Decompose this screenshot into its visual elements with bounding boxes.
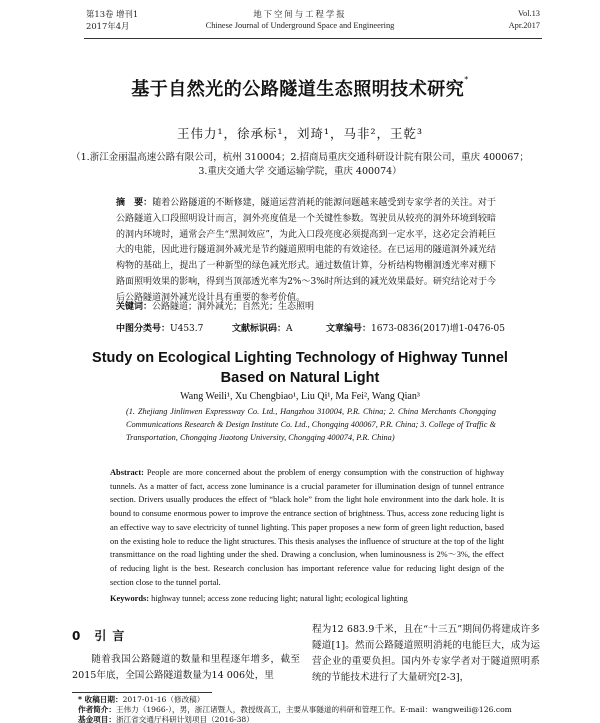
footnote-author	[78, 705, 512, 715]
keywords-cn-text: 公路隧道；洞外减光；自然光；生态照明	[152, 302, 315, 312]
document-code-label: 文献标识码：	[232, 324, 287, 334]
affiliations-en: (1. Zhejiang Jinlinwen Expressway Co. Ltd., Hangzhou 310004, P.R. China; 2. China Merchants Chongqing Communications Research & Design Institute Co. Ltd., Chongqing 400067, P.R. China; 3. College of Traffic & Transportation, Chongqing Jiaotong University, Chongqing 400074, P.R. China)	[126, 407, 496, 442]
paper-title-cn-text: 基于自然光的公路隧道生态照明技术研究	[131, 79, 465, 100]
title-footnote-mark: *	[464, 75, 469, 84]
footnote-author-text: 王伟力（1966-），男，浙江诸暨人，教授级高工，主要从事隧道的科研和管理工作。E-mail：wangweili@126.com	[115, 705, 512, 714]
footnote-fund-label: 基金项目：	[78, 715, 116, 723]
header-journal-en: Chinese Journal of Underground Space and Engineering	[205, 21, 395, 30]
body-column-left: 随着我国公路隧道的数量和里程逐年增多，截至2015年底，全国公路隧道数量为14 006处，里	[72, 654, 300, 681]
paper-title-en-line1: Study on Ecological Lighting Technology of Highway Tunnel	[92, 350, 508, 366]
abstract-cn	[116, 196, 496, 307]
clc-value: U453.7	[170, 324, 204, 334]
abstract-cn-text: 随着公路隧道的不断修建，隧道运营消耗的能源问题越来越受到专家学者的关注。对于公路隧道入口段照明设计而言，洞外亮度值是一个关键性参数。驾驶员从较亮的洞外环境到较暗的洞内环境时，通常会产生“黑洞效应”，为此入口段亮度必须提高到一定水平，这必定会消耗巨大的电能，因此进行隧道洞外减光是节约隧道照明电能的有效途径。在已运用的隧道洞外减光结构物的基础上，提出了一种新型的绿色减光形式。通过数值计算，分析结构物棚洞透光率对棚下路面照明效果的影响，得到当顶部透光率为2%～3%时所达到的减光效果最好。研究结论对于今后公路隧道洞外减光设计具有重要的参考价值。	[116, 198, 496, 303]
abstract-en	[110, 466, 504, 589]
header-volume-en-text: Vol.13	[518, 9, 540, 18]
header-date-en-text: Apr.2017	[508, 21, 540, 30]
footnote-fund-text: 浙江省交通厅科研计划项目（2016-38）	[115, 715, 254, 723]
authors-en: Wang Weili¹, Xu Chengbiao¹, Liu Qi¹, Ma Fei², Wang Qian³	[180, 391, 420, 402]
section-title: 引言	[94, 629, 131, 643]
article-number-value: 1673-0836(2017)增1-0476-05	[371, 324, 505, 334]
keywords-en-label: Keywords:	[110, 594, 150, 603]
body-column-right: 程为12 683.9千米，且在“十三五”期间仍将建成许多隧道[1]。然而公路隧道照明消耗的电能巨大，成为运营企业的重要负担。国内外专家学者对于隧道照明系统的节能技术进行了大量研究[2-3]，	[312, 624, 540, 683]
document-code	[232, 321, 293, 334]
paper-title-cn	[0, 75, 600, 101]
abstract-cn-label: 摘 要：	[116, 198, 153, 208]
header-journal-cn: 地下空间与工程学报	[253, 9, 347, 19]
footnote-received-text: 2017-01-16（修改稿）	[122, 695, 205, 704]
paper-title-en-line2: Based on Natural Light	[220, 370, 380, 386]
keywords-cn-label: 关键词：	[116, 302, 153, 312]
footnote-fund	[78, 715, 254, 723]
clc-label: 中图分类号：	[116, 324, 171, 334]
header-volume-en	[509, 8, 540, 32]
article-number	[326, 321, 505, 334]
header-volume-cn-text: 第13卷 增刊1	[86, 9, 139, 19]
document-code-value: A	[286, 324, 293, 334]
header-date-cn-text: 2017年4月	[86, 21, 130, 31]
clc-number	[116, 321, 203, 334]
footnote-divider	[72, 692, 212, 693]
header-divider	[84, 38, 542, 39]
keywords-en	[110, 594, 504, 603]
footnote-received	[78, 695, 204, 705]
affiliations-cn-line2: 3.重庆交通大学 交通运输学院，重庆 400074）	[198, 166, 402, 177]
footnote-received-label: * 收稿日期：	[78, 695, 123, 704]
keywords-en-text: highway tunnel; access zone reducing light; natural light; ecological lighting	[151, 594, 408, 603]
abstract-en-label: Abstract:	[110, 468, 144, 477]
keywords-cn	[116, 299, 496, 312]
section-heading-intro	[72, 627, 130, 644]
footnote-author-label: 作者简介：	[78, 705, 116, 714]
article-number-label: 文章编号：	[326, 324, 372, 334]
section-number: 0	[72, 629, 81, 643]
abstract-en-text: People are more concerned about the problem of energy consumption with the construction of highway tunnels. As a matter of fact, access zone luminance is a crucial parameter for illumination design of tunnel entrance section. Drivers usually produces the effect of “black hole” from the light hole environment into the dark hole. It is bound to consume enormous power to improve the entrance section of brightness. Thus, access zone reducing light is an effective way to save electricity of tunnel lighting. This paper proposes a new form of green light reduction, based on the existing hole to reduce the light structures. This thesis analyses the influence of structure at the top of the light transmittance on the road lighting under the shed. Drawing a conclusion, when luminousness is 2%～3%, the effect of reducing light is the best. Research conclusion has important reference value for reducing light design of the section close to the tunnel portal.	[110, 468, 505, 587]
affiliations-cn-line1: （1.浙江金丽温高速公路有限公司，杭州 310004；2.招商局重庆交通科研设计院有限公司，重庆 400067；	[71, 152, 529, 163]
authors-cn: 王伟力¹，徐承标¹，刘琦¹，马非²，王乾³	[176, 126, 424, 141]
paper-title-en	[0, 348, 600, 388]
